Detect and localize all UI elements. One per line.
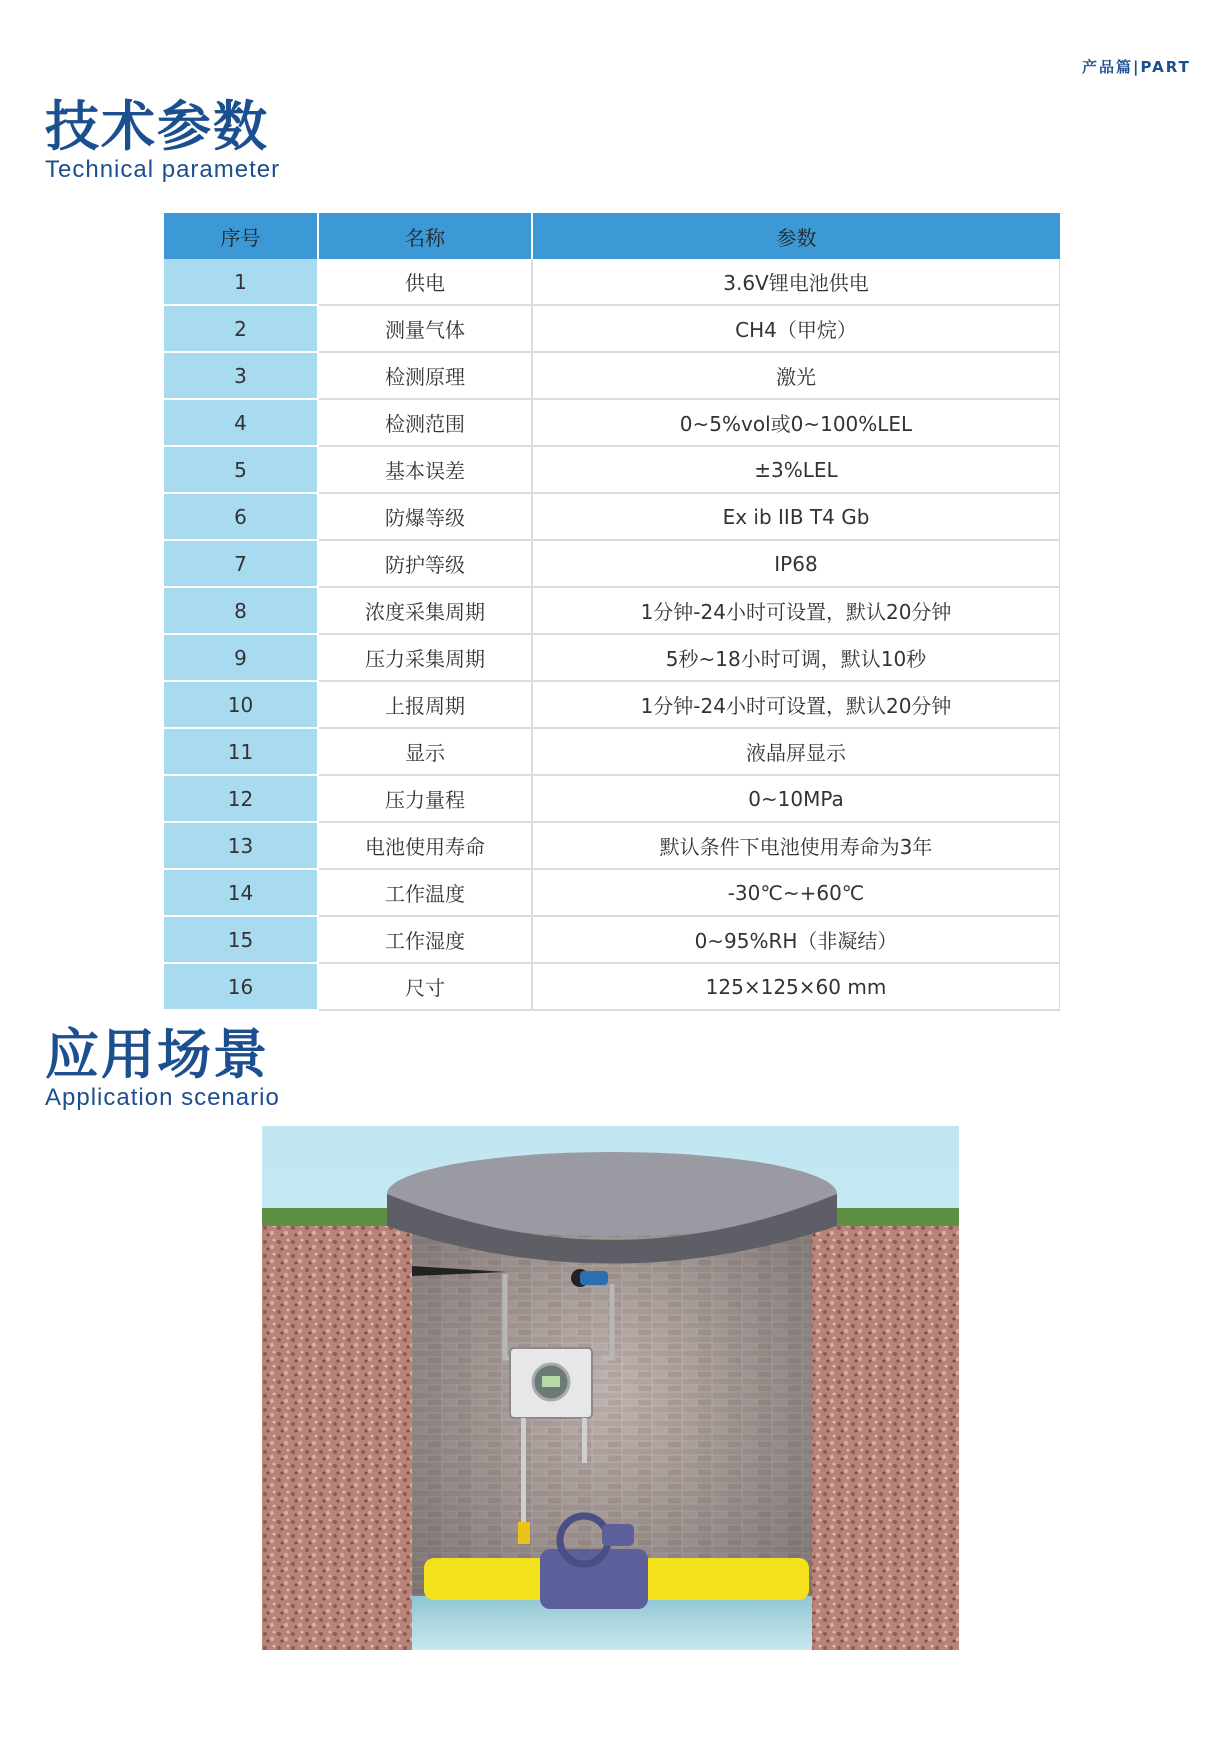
cell-name: 上报周期 <box>319 682 533 729</box>
cell-name: 浓度采集周期 <box>319 588 533 635</box>
section-title-zh: 技术参数 <box>45 95 269 158</box>
cell-value: 0~5%vol或0~100%LEL <box>533 400 1060 447</box>
table-row <box>164 400 1060 447</box>
cell-name: 供电 <box>319 259 533 306</box>
section-title-en: Technical parameter <box>45 156 281 183</box>
cell-index: 1 <box>164 259 319 306</box>
cell-index: 7 <box>164 541 319 588</box>
cell-index: 6 <box>164 494 319 541</box>
cell-index: 5 <box>164 447 319 494</box>
cell-index: 11 <box>164 729 319 776</box>
table-row <box>164 447 1060 494</box>
cell-value: 5秒~18小时可调，默认10秒 <box>533 635 1060 682</box>
cell-index: 2 <box>164 306 319 353</box>
table-row <box>164 917 1060 964</box>
section-title-en: Application scenario <box>45 1084 280 1111</box>
cell-index: 10 <box>164 682 319 729</box>
cell-name: 电池使用寿命 <box>319 823 533 870</box>
cell-name: 工作温度 <box>319 870 533 917</box>
part-label: 产品篇|PART <box>1082 58 1191 76</box>
cell-index: 8 <box>164 588 319 635</box>
cell-value: 液晶屏显示 <box>533 729 1060 776</box>
cell-index: 15 <box>164 917 319 964</box>
header-index: 序号 <box>164 213 319 259</box>
table-header-row <box>164 213 1060 259</box>
cell-index: 12 <box>164 776 319 823</box>
section-title-zh: 应用场景 <box>45 1023 269 1086</box>
cell-name: 防护等级 <box>319 541 533 588</box>
cell-value: 125×125×60 mm <box>533 964 1060 1011</box>
table-row <box>164 541 1060 588</box>
cell-index: 13 <box>164 823 319 870</box>
table-row <box>164 776 1060 823</box>
cell-index: 14 <box>164 870 319 917</box>
cell-index: 16 <box>164 964 319 1011</box>
technical-parameter-heading <box>45 96 280 184</box>
cell-name: 显示 <box>319 729 533 776</box>
cell-value: 默认条件下电池使用寿命为3年 <box>533 823 1060 870</box>
header-value: 参数 <box>533 213 1060 259</box>
cell-value: 1分钟-24小时可设置，默认20分钟 <box>533 588 1060 635</box>
cell-name: 压力采集周期 <box>319 635 533 682</box>
table-row <box>164 823 1060 870</box>
cell-value: 激光 <box>533 353 1060 400</box>
cell-value: 0~95%RH（非凝结） <box>533 917 1060 964</box>
cell-index: 4 <box>164 400 319 447</box>
cell-index: 3 <box>164 353 319 400</box>
application-scene-illustration <box>262 1126 959 1650</box>
table-row <box>164 306 1060 353</box>
table-row <box>164 494 1060 541</box>
cell-value: CH4（甲烷） <box>533 306 1060 353</box>
cell-name: 测量气体 <box>319 306 533 353</box>
header-name: 名称 <box>319 213 533 259</box>
table-row <box>164 964 1060 1011</box>
parameter-table <box>164 213 1060 1011</box>
cell-value: -30℃~+60℃ <box>533 870 1060 917</box>
cell-value: 1分钟-24小时可设置，默认20分钟 <box>533 682 1060 729</box>
cell-name: 基本误差 <box>319 447 533 494</box>
cell-name: 压力量程 <box>319 776 533 823</box>
cell-value: Ex ib IIB T4 Gb <box>533 494 1060 541</box>
underground-well-illustration <box>262 1126 959 1650</box>
table-row <box>164 729 1060 776</box>
cell-name: 检测范围 <box>319 400 533 447</box>
cell-name: 检测原理 <box>319 353 533 400</box>
table-row <box>164 870 1060 917</box>
cell-value: 0~10MPa <box>533 776 1060 823</box>
table-row <box>164 259 1060 306</box>
table-row <box>164 353 1060 400</box>
cell-value: ±3%LEL <box>533 447 1060 494</box>
application-scenario-heading <box>45 1024 280 1112</box>
table-row <box>164 682 1060 729</box>
cell-name: 尺寸 <box>319 964 533 1011</box>
cell-index: 9 <box>164 635 319 682</box>
table-row <box>164 588 1060 635</box>
cell-value: IP68 <box>533 541 1060 588</box>
cell-name: 防爆等级 <box>319 494 533 541</box>
cell-name: 工作湿度 <box>319 917 533 964</box>
cell-value: 3.6V锂电池供电 <box>533 259 1060 306</box>
table-row <box>164 635 1060 682</box>
